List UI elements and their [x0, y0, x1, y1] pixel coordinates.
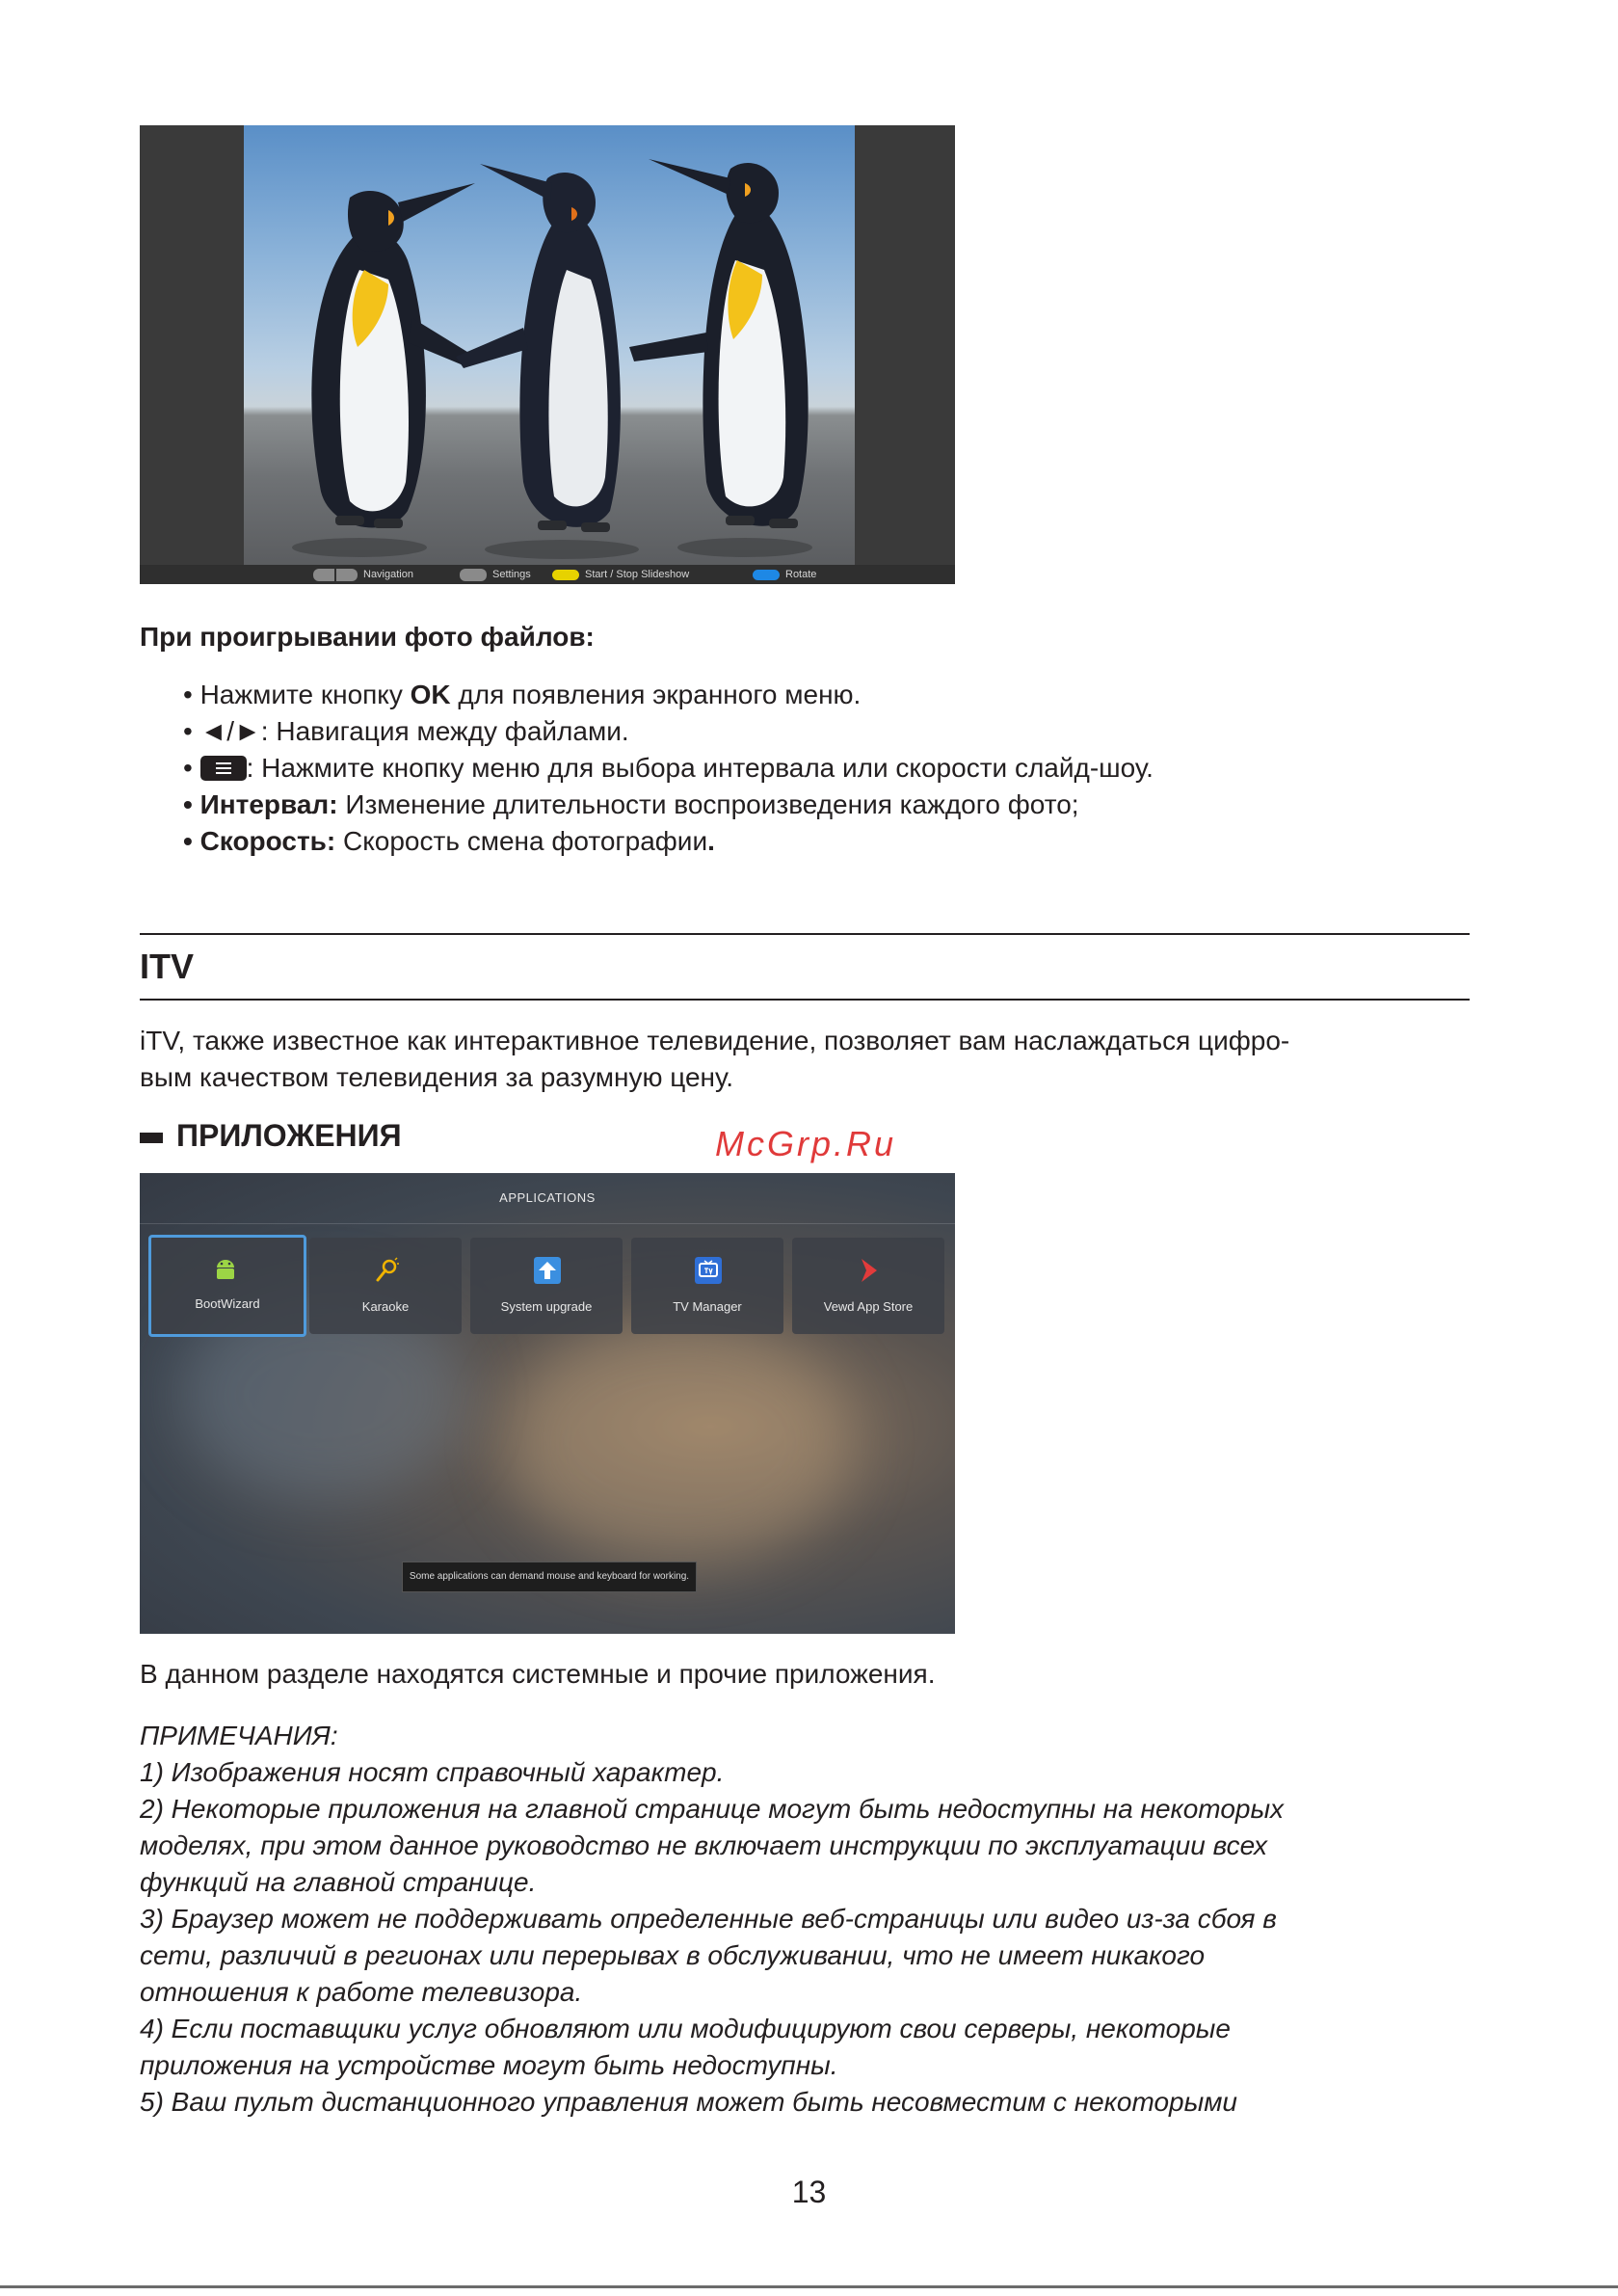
- bullet-text: для появления экранного меню.: [450, 680, 862, 709]
- bullet-text: Скорость смена фотографии: [335, 826, 708, 856]
- penguins-photo: [244, 125, 855, 565]
- applications-title: APPLICATIONS: [140, 1173, 955, 1224]
- slideshow-label: Start / Stop Slideshow: [585, 569, 690, 580]
- upgrade-arrow-icon: [534, 1257, 561, 1284]
- tv-manager-icon: [695, 1257, 722, 1284]
- interval-label: • Интервал:: [183, 789, 338, 819]
- navigation-label: Navigation: [363, 569, 413, 580]
- bullet-speed: [183, 823, 715, 860]
- applications-screenshot: [140, 1173, 955, 1634]
- bullet-text: Изменение длительности воспроизведения каждого фото;: [337, 789, 1079, 819]
- section-rule-bottom: [140, 999, 1470, 1001]
- bullet-interval: [183, 787, 1079, 823]
- vewd-logo-icon: [856, 1257, 883, 1284]
- mouse-keyboard-hint: Some applications can demand mouse and keyboard for working.: [402, 1562, 697, 1592]
- bullet-text: •: [183, 753, 200, 783]
- note-line: функций на главной странице.: [140, 1867, 537, 1897]
- note-line: 5) Ваш пульт дистанционного управления может быть несовместим с некоторыми: [140, 2087, 1238, 2117]
- menu-key-icon: [460, 569, 487, 581]
- apps-heading: ПРИЛОЖЕНИЯ: [176, 1118, 402, 1153]
- app-tile-vewd-app-store[interactable]: [792, 1238, 944, 1334]
- section-rule-top: [140, 933, 1470, 935]
- note-line: 4) Если поставщики услуг обновляют или модифицируют свои серверы, некоторые: [140, 2014, 1231, 2043]
- note-line: 2) Некоторые приложения на главной странице могут быть недоступны на некоторых: [140, 1794, 1285, 1824]
- app-tile-tv-manager[interactable]: [631, 1238, 783, 1334]
- bullet-period: .: [707, 826, 715, 856]
- app-tile-label: Vewd App Store: [823, 1299, 914, 1314]
- app-tile-karaoke[interactable]: [309, 1238, 462, 1334]
- rotate-label: Rotate: [785, 569, 817, 580]
- speed-label: • Скорость:: [183, 826, 336, 856]
- bullet-navigation: [183, 713, 629, 750]
- app-tile-label: TV Manager: [673, 1299, 742, 1314]
- itv-heading: ITV: [140, 947, 195, 986]
- section-dash-icon: [140, 1133, 163, 1143]
- settings-label: Settings: [492, 569, 531, 580]
- yellow-key-icon: [552, 570, 579, 580]
- left-arrow-key-icon: [313, 569, 334, 581]
- page-number: 13: [791, 2175, 827, 2209]
- itv-paragraph-line-2: вым качеством телевидения за разумную цену.: [140, 1062, 733, 1092]
- app-tile-bootwizard[interactable]: [148, 1235, 306, 1337]
- itv-paragraph-line-1: iTV, также известное как интерактивное телевидение, позволяет вам наслаждаться цифро-: [140, 1026, 1290, 1055]
- app-tile-label: Karaoke: [361, 1299, 410, 1314]
- app-tile-label: BootWizard: [195, 1296, 260, 1311]
- microphone-icon: [373, 1257, 400, 1284]
- note-line: 3) Браузер может не поддерживать определенные веб-страницы или видео из-за сбоя в: [140, 1904, 1277, 1934]
- bullet-ok-button: [183, 677, 861, 713]
- bullet-text: • ◄/►: Навигация между файлами.: [183, 716, 629, 746]
- note-line: 1) Изображения носят справочный характер.: [140, 1757, 725, 1787]
- note-line: сети, различий в регионах или перерывах в обслуживании, что не имеет никакого: [140, 1940, 1206, 1970]
- blue-key-icon: [753, 570, 780, 580]
- photo-section-heading: При проигрывании фото файлов:: [140, 622, 595, 652]
- bullet-text: • Нажмите кнопку: [183, 680, 411, 709]
- notes-title: ПРИМЕЧАНИЯ:: [140, 1721, 338, 1750]
- android-icon: [212, 1254, 239, 1281]
- menu-key-icon: [200, 756, 247, 781]
- app-tile-label: System upgrade: [500, 1299, 593, 1314]
- bullet-text: : Нажмите кнопку меню для выбора интервала или скорости слайд-шоу.: [246, 753, 1154, 783]
- apps-description: В данном разделе находятся системные и прочие приложения.: [140, 1659, 936, 1689]
- note-line: отношения к работе телевизора.: [140, 1977, 583, 2007]
- right-arrow-key-icon: [336, 569, 358, 581]
- photo-viewer-screenshot: [140, 125, 955, 584]
- watermark: McGrp.Ru: [715, 1124, 897, 1163]
- note-line: моделях, при этом данное руководство не включает инструкции по эксплуатации всех: [140, 1830, 1267, 1860]
- ok-key-label: OK: [410, 680, 451, 709]
- bullet-menu-key: [183, 750, 1154, 787]
- footer-rule: [0, 2285, 1618, 2288]
- app-tile-system-upgrade[interactable]: [470, 1238, 623, 1334]
- photo-viewer-control-bar: [140, 565, 955, 584]
- note-line: приложения на устройстве могут быть недоступны.: [140, 2050, 838, 2080]
